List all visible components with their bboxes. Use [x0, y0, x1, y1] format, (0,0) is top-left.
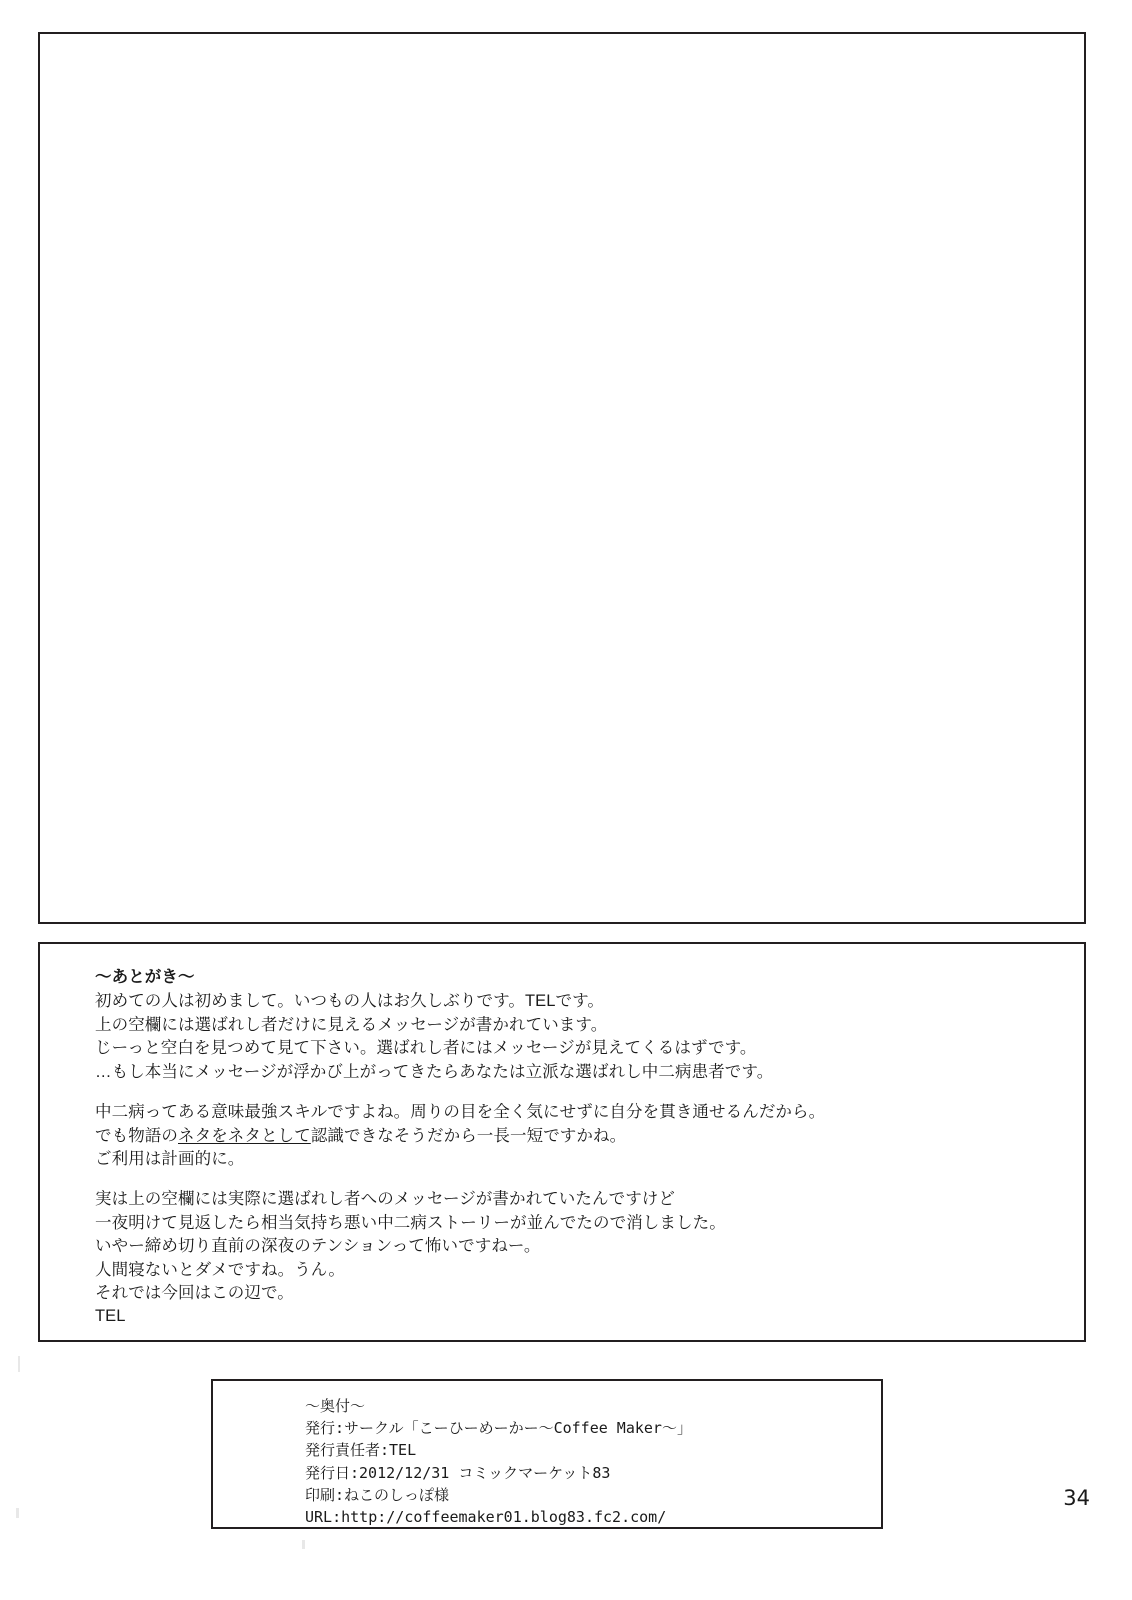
afterword-paragraph-2-line-3: ご利用は計画的に。 — [95, 1149, 245, 1168]
scan-artifact — [16, 1508, 19, 1518]
afterword-signature: TEL — [95, 1307, 126, 1326]
scan-artifact — [302, 1540, 305, 1549]
paragraph-spacer-2 — [95, 1171, 1064, 1188]
afterword-text-block — [95, 966, 1064, 1329]
afterword-line-post: 認識できなそうだから一長一短ですかね。 — [310, 1126, 627, 1145]
afterword-paragraph-1-line-4: …もし本当にメッセージが浮かび上がってきたらあなたは立派な選ばれし中二病患者です。 — [95, 1062, 774, 1081]
afterword-paragraph-1-line-2: 上の空欄には選ばれし者だけに見えるメッセージが書かれています。 — [95, 1015, 608, 1034]
afterword-paragraph-3-line-2: 一夜明けて見返したら相当気持ち悪い中二病ストーリーが並んでたので消しました。 — [95, 1213, 726, 1232]
paragraph-spacer — [95, 1084, 1064, 1101]
colophon-url: URL:http://coffeemaker01.blog83.fc2.com/ — [305, 1507, 667, 1526]
afterword-paragraph-3-line-4: 人間寝ないとダメですね。うん。 — [95, 1260, 345, 1279]
colophon-text-block — [305, 1395, 692, 1528]
colophon-printer: 印刷:ねこのしっぽ様 — [305, 1485, 450, 1504]
afterword-paragraph-3-line-5: それでは今回はこの辺で。 — [95, 1284, 294, 1303]
afterword-underlined-phrase: ネタをネタとして — [178, 1126, 311, 1145]
colophon-publisher: 発行:サークル「こーひーめーかー〜Coffee Maker〜」 — [305, 1419, 692, 1438]
blank-framed-area — [38, 32, 1086, 924]
afterword-paragraph-1-line-1: 初めての人は初めまして。いつもの人はお久しぶりです。TELです。 — [95, 992, 604, 1011]
colophon-title: 〜奥付〜 — [305, 1397, 366, 1415]
colophon-responsible-person: 発行責任者:TEL — [305, 1441, 417, 1460]
afterword-paragraph-3-line-1: 実は上の空欄には実際に選ばれし者へのメッセージが書かれていたんですけど — [95, 1190, 676, 1209]
page-number: 34 — [1063, 1486, 1090, 1510]
afterword-paragraph-2-line-1: 中二病ってある意味最強スキルですよね。周りの目を全く気にせずに自分を貫き通せるんだから。 — [95, 1103, 826, 1122]
afterword-panel — [38, 942, 1086, 1342]
colophon-panel — [211, 1379, 883, 1529]
scan-artifact — [18, 1356, 20, 1372]
afterword-paragraph-3-line-3: いやー締め切り直前の深夜のテンションって怖いですねー。 — [95, 1237, 541, 1256]
afterword-paragraph-2-line-2 — [95, 1125, 1064, 1148]
colophon-publish-date: 発行日:2012/12/31 コミックマーケット83 — [305, 1463, 611, 1482]
afterword-title: 〜あとがき〜 — [95, 968, 195, 986]
afterword-line-pre: でも物語の — [95, 1126, 178, 1145]
afterword-paragraph-1-line-3: じーっと空白を見つめて見て下さい。選ばれし者にはメッセージが見えてくるはずです。 — [95, 1039, 757, 1058]
